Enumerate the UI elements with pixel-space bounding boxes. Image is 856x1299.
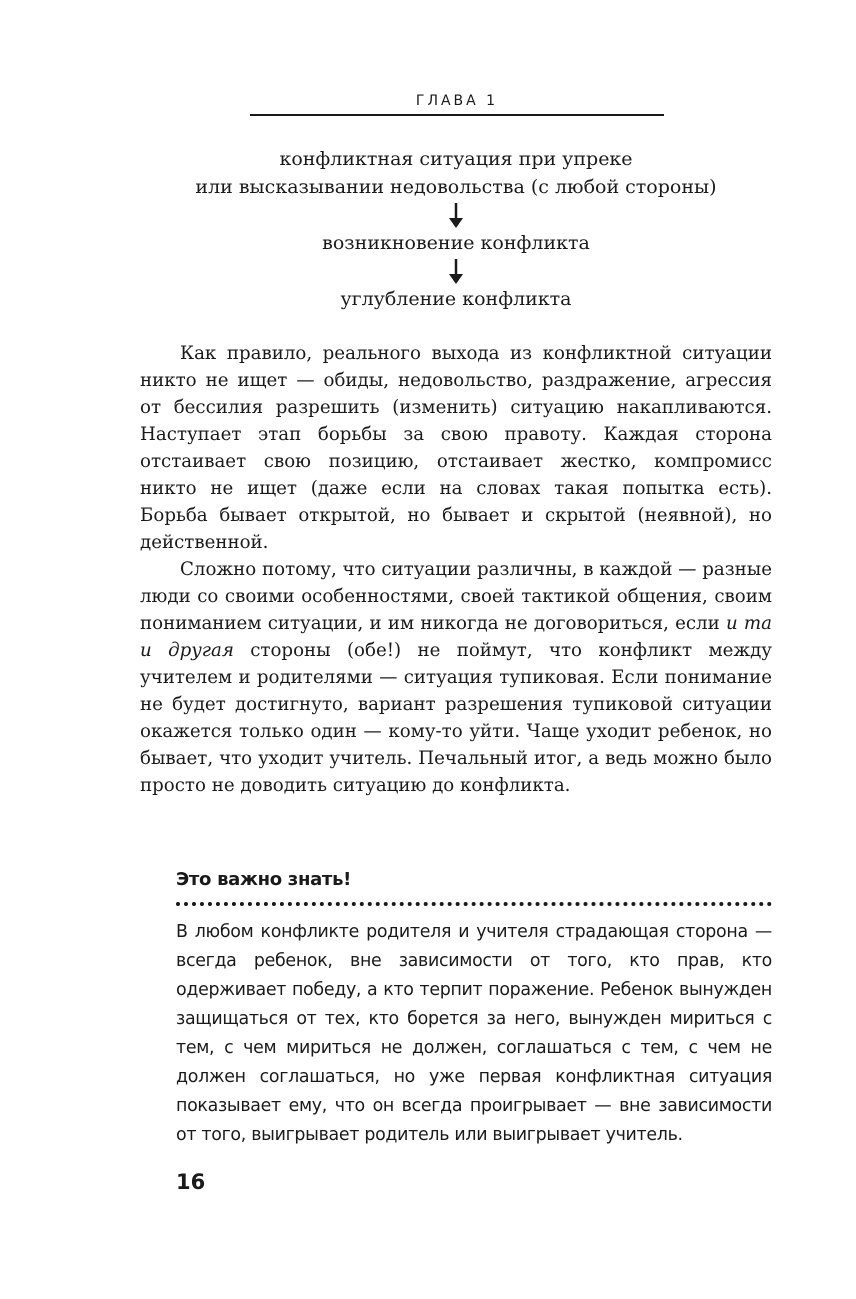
- diagram-node-1b: или высказывании недовольства (с любой стороны): [195, 176, 717, 198]
- running-head: ГЛАВА 1: [250, 92, 664, 116]
- paragraph-2-end: стороны (обе!) не поймут, что конфликт между учителем и родителями — ситуация тупиковая. Если понимание не будет достигнуто, вариант разрешения тупиковой ситуации окажется только один — кому-то уйти. Чаще уходит ребенок, но бывает, что уходит учитель. Печальный итог, а ведь можно было просто не доводить ситуацию до конфликта.: [140, 640, 772, 796]
- arrow-down-icon: [140, 201, 772, 229]
- paragraph-2: [140, 556, 772, 799]
- diagram-node-1a: конфликтная ситуация при упреке: [279, 148, 633, 170]
- body-text: [140, 340, 772, 799]
- paragraph-1: Как правило, реального выхода из конфликтной ситуации никто не ищет — обиды, недовольство, раздражение, агрессия от бессилия разрешить (изменить) ситуацию накапливаются. Наступает этап борьбы за свою правоту. Каждая сторона отстаивает свою позицию, отстаивает жестко, компромисс никто не ищет (даже если на словах такая попытка есть). Борьба бывает открытой, но бывает и скрытой (неявной), но действенной.: [140, 343, 772, 553]
- important-note-title: Это важно знать!: [176, 869, 352, 890]
- paragraph-2-start: Сложно потому, что ситуации различны, в каждой — разные люди со своими особенностями, своей тактикой общения, своим пониманием ситуации, и им никогда не договориться, если: [140, 559, 772, 634]
- diagram-node-3: углубление конфликта: [340, 288, 572, 310]
- important-note-text: В любом конфликте родителя и учителя страдающая сторона — всегда ребенок, вне зависимости от того, кто прав, кто одерживает победу, а кто терпит поражение. Ребенок вынужден защищаться от тех, кто борется за него, вынужден мириться с тем, с чем мириться не должен, соглашаться с тем, с чем не должен соглашаться, но уже первая конфликтная ситуация показывает ему, что он всегда проигрывает — вне зависимости от того, выигрывает родитель или выигрывает учитель.: [176, 922, 772, 1145]
- important-note-box: [176, 866, 772, 1150]
- paragraph-2-emphasis: и та и другая: [140, 613, 772, 661]
- conflict-flow-diagram: [140, 145, 772, 313]
- diagram-node-2: возникновение конфликта: [322, 232, 590, 254]
- arrow-down-icon: [140, 257, 772, 285]
- dotted-divider: [176, 902, 772, 906]
- page-number: 16: [176, 1170, 206, 1194]
